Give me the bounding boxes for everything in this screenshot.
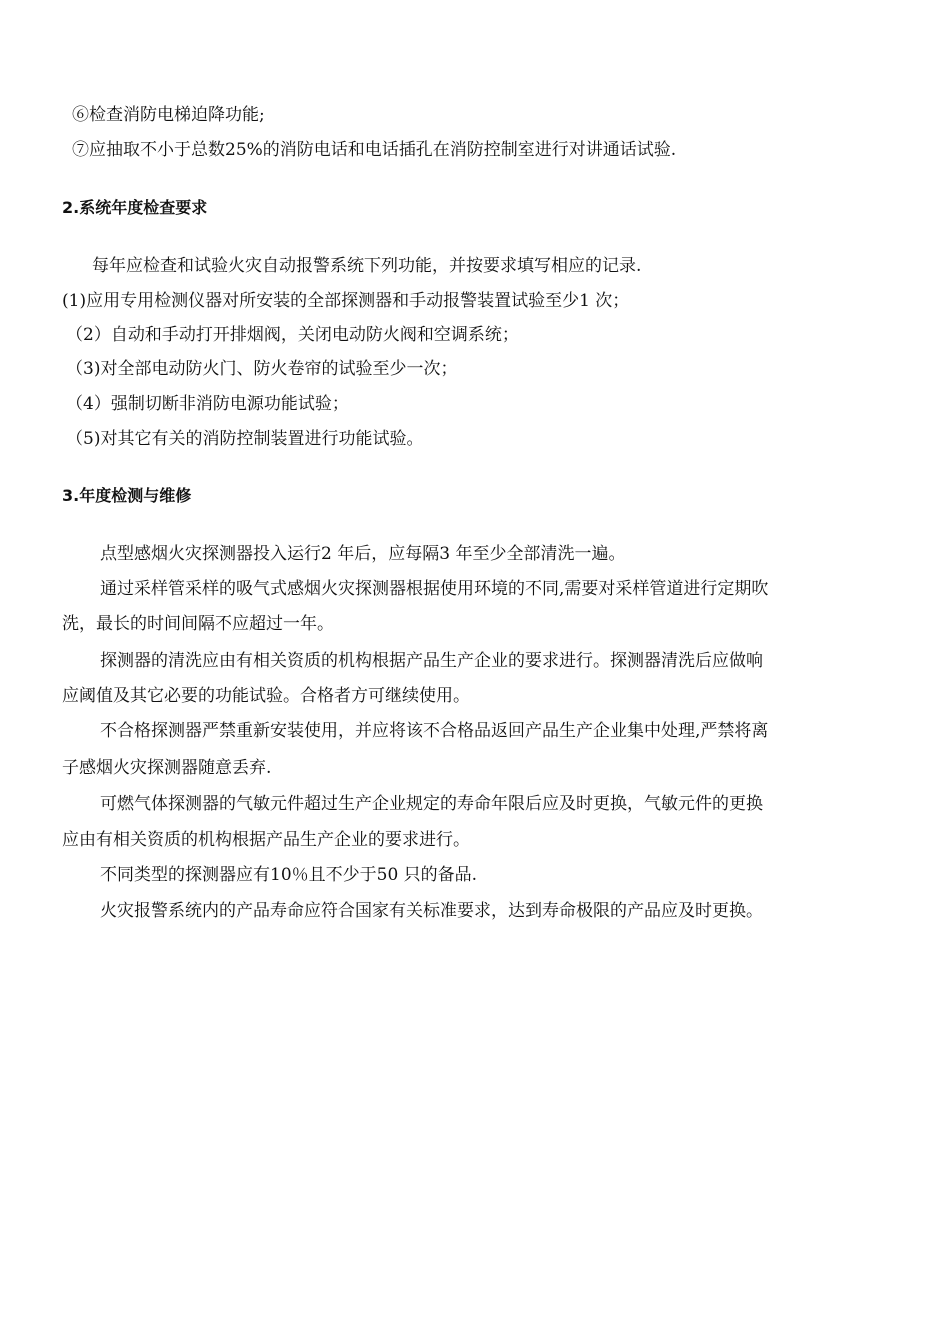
paragraph-gas-detector-line-1: 可燃气体探测器的气敏元件超过生产企业规定的寿命年限后应及时更换，气敏元件的更换 bbox=[100, 794, 763, 814]
section-2-heading: 2.系统年度检查要求 bbox=[62, 198, 208, 217]
section-3-heading: 3.年度检测与维修 bbox=[62, 486, 192, 505]
paragraph-unqualified-line-1: 不合格探测器严禁重新安装使用，并应将该不合格品返回产品生产企业集中处理,严禁将离 bbox=[100, 721, 769, 741]
annual-item-4: （4）强制切断非消防电源功能试验； bbox=[66, 394, 349, 414]
annual-item-5: （5)对其它有关的消防控制装置进行功能试验。 bbox=[66, 429, 424, 449]
inspection-item-6: ⑥检查消防电梯迫降功能; bbox=[72, 105, 265, 125]
section-2-intro: 每年应检查和试验火灾自动报警系统下列功能，并按要求填写相应的记录. bbox=[92, 256, 642, 276]
paragraph-spare-parts: 不同类型的探测器应有10％且不少于50 只的备品. bbox=[100, 865, 478, 885]
paragraph-unqualified-line-2: 子感烟火灾探测器随意丢弃. bbox=[62, 758, 272, 778]
annual-item-2: （2）自动和手动打开排烟阀，关闭电动防火阀和空调系统； bbox=[66, 325, 519, 345]
inspection-item-7: ⑦应抽取不小于总数25%的消防电话和电话插孔在消防控制室进行对讲通话试验. bbox=[72, 140, 677, 160]
paragraph-aspirating-line-2: 洗，最长的时间间隔不应超过一年。 bbox=[62, 614, 334, 634]
paragraph-cleaning-line-1: 探测器的清洗应由有相关资质的机构根据产品生产企业的要求进行。探测器清洗后应做响 bbox=[100, 651, 763, 671]
paragraph-product-lifespan: 火灾报警系统内的产品寿命应符合国家有关标准要求，达到寿命极限的产品应及时更换。 bbox=[100, 901, 763, 921]
annual-item-1: (1)应用专用检测仪器对所安装的全部探测器和手动报警装置试验至少1 次； bbox=[62, 291, 630, 311]
paragraph-cleaning-line-2: 应阈值及其它必要的功能试验。合格者方可继续使用。 bbox=[62, 686, 470, 706]
annual-item-3: （3)对全部电动防火门、防火卷帘的试验至少一次； bbox=[66, 359, 458, 379]
paragraph-aspirating-line-1: 通过采样管采样的吸气式感烟火灾探测器根据使用环境的不同,需要对采样管道进行定期吹 bbox=[100, 579, 769, 599]
paragraph-gas-detector-line-2: 应由有相关资质的机构根据产品生产企业的要求进行。 bbox=[62, 830, 470, 850]
paragraph-smoke-detector-cleaning: 点型感烟火灾探测器投入运行2 年后，应每隔3 年至少全部清洗一遍。 bbox=[100, 544, 626, 564]
